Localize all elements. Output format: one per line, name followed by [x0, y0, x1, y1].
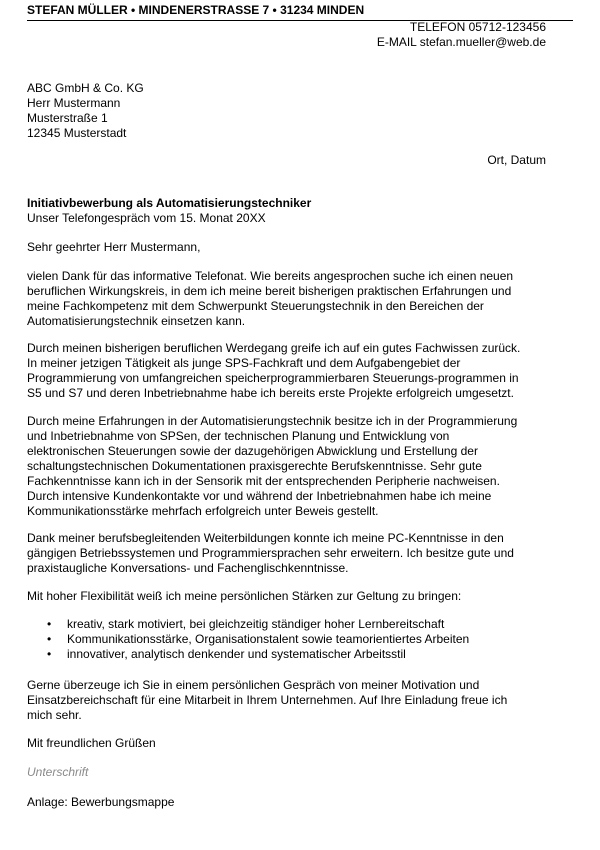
sender-line: STEFAN MÜLLER • MINDENERSTRASSE 7 • 31234 MINDEN — [27, 3, 573, 21]
paragraph-line: Fachkenntnisse kann ich in der Sensorik mit der entsprechenden Peripherie nachweisen. — [27, 474, 500, 488]
paragraph-line: In meiner jetzigen Tätigkeit als junge SPS-Fachkraft und dem Aufgabengebiet der — [27, 356, 461, 370]
list-item — [47, 632, 547, 647]
paragraph-line: meine Fachkompetenz mit dem Schwerpunkt Steuerungstechnik in den Bereichen der — [27, 299, 484, 313]
closing-greeting: Mit freundlichen Grüßen — [27, 736, 156, 750]
signature-placeholder: Unterschrift — [27, 765, 89, 779]
paragraph-line: Durch meinen bisherigen beruflichen Werdegang greife ich auf ein gutes Fachwissen zurück. — [27, 341, 521, 355]
list-item-text: Kommunikationsstärke, Organisationstalent sowie teamorientiertes Arbeiten — [67, 632, 470, 646]
paragraph-line: schaltungstechnischen Dokumentationen praxisgerechte Berufskenntnisse. Sehr gute — [27, 459, 482, 473]
recipient-line: ABC GmbH & Co. KG — [27, 81, 144, 95]
paragraph-line: Dank meiner berufsbegleitenden Weiterbildungen konnte ich meine PC-Kenntnisse in den — [27, 531, 504, 545]
paragraph-line: Mit hoher Flexibilität weiß ich meine persönlichen Stärken zur Geltung zu bringen: — [27, 589, 462, 603]
body-paragraph — [27, 341, 557, 401]
paragraph-line: Kommunikationsstärke mehrfach erfolgreich unter Beweis gestellt. — [27, 504, 379, 518]
paragraph-line: gängigen Betriebssystemen und Programmiersprachen sehr erweitern. Ich besitze gute und — [27, 546, 514, 560]
paragraph-line: Programmierung von umfangreichen speicherprogrammierbaren Steuerungs-programmen in — [27, 371, 519, 385]
paragraph-line: vielen Dank für das informative Telefonat. Wie bereits angesprochen suche ich einen neuen — [27, 269, 514, 283]
bullet-point: • — [47, 647, 52, 661]
body-paragraph — [27, 589, 557, 604]
recipient-address — [27, 81, 557, 141]
recipient-line: 12345 Musterstadt — [27, 126, 127, 140]
paragraph-line: S5 und S7 und deren Inbetriebnahme habe ich bereits erste Projekte erfolgreich umgesetzt. — [27, 386, 514, 400]
paragraph-line: mich sehr. — [27, 708, 82, 722]
paragraph-line: beruflichen Wirkungskreis, in dem ich meine bereit bisherigen praktischen Erfahrungen und — [27, 284, 512, 298]
list-item-text: innovativer, analytisch denkender und systematischer Arbeitsstil — [67, 647, 406, 661]
body-paragraph — [27, 269, 557, 329]
sender-phone: TELEFON 05712-123456 — [409, 20, 546, 34]
subject-title: Initiativbewerbung als Automatisierungstechniker — [27, 196, 312, 210]
attachment-note: Anlage: Bewerbungsmappe — [27, 795, 175, 809]
subject-block — [27, 196, 557, 226]
body-paragraph — [27, 414, 557, 519]
recipient-line: Herr Mustermann — [27, 96, 121, 110]
list-item — [47, 647, 547, 662]
closing-paragraph — [27, 678, 557, 723]
paragraph-line: praxistaugliche Konversations- und Fachenglischkenntnisse. — [27, 561, 349, 575]
body-paragraph — [27, 531, 557, 576]
paragraph-line: und Inbetriebnahme von SPSen, der technischen Planung und Entwicklung von — [27, 429, 450, 443]
paragraph-line: Durch intensive Kundenkontakte vor und während der Inbetriebnahmen habe ich meine — [27, 489, 492, 503]
salutation: Sehr geehrter Herr Mustermann, — [27, 240, 201, 254]
paragraph-line: Einsatzbereichschaft für eine Mitarbeit in Ihrem Unternehmen. Auf Ihre Einladung freue ich — [27, 693, 508, 707]
paragraph-line: elektronischen Steuerungen sowie der dazugehörigen Abwicklung und Erstellung der — [27, 444, 478, 458]
list-item — [47, 617, 547, 632]
paragraph-line: Durch meine Erfahrungen in der Automatisierungstechnik besitze ich in der Programmierung — [27, 414, 518, 428]
subject-reference: Unser Telefongespräch vom 15. Monat 20XX — [27, 211, 266, 225]
bullet-point: • — [47, 617, 52, 631]
sender-email: E-MAIL stefan.mueller@web.de — [376, 35, 546, 49]
bullet-point: • — [47, 632, 52, 646]
list-item-text: kreativ, stark motiviert, bei gleichzeitig ständiger hoher Lernbereitschaft — [67, 617, 445, 631]
strengths-list — [47, 617, 547, 662]
paragraph-line: Automatisierungstechnik einsetzen kann. — [27, 314, 246, 328]
recipient-line: Musterstraße 1 — [27, 111, 108, 125]
place-date: Ort, Datum — [487, 153, 546, 167]
paragraph-line: Gerne überzeuge ich Sie in einem persönlichen Gespräch von meiner Motivation und — [27, 678, 480, 692]
